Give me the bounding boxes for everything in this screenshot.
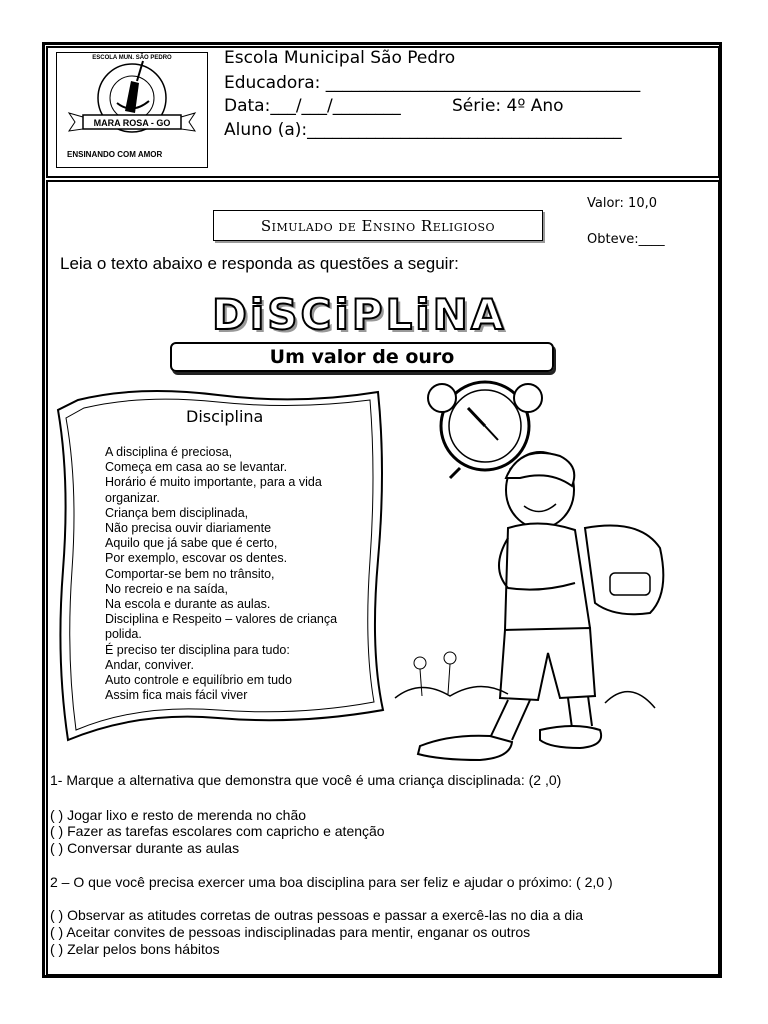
educator-field[interactable]: Educadora: _____________________________________ bbox=[224, 73, 641, 93]
poem-line: Na escola e durante as aulas. bbox=[105, 597, 271, 612]
logo-banner-text: MARA ROSA - GO bbox=[93, 118, 171, 128]
q2-option-1[interactable]: ( ) Observar as atitudes corretas de outras pessoas e passar a exercê-las no dia a dia bbox=[50, 907, 584, 923]
poem-line: Assim fica mais fácil viver bbox=[105, 688, 248, 703]
question-1-text: 1- Marque a alternativa que demonstra que você é uma criança disciplinada: (2 ,0) bbox=[50, 772, 562, 788]
poem-line: Não precisa ouvir diariamente bbox=[105, 521, 272, 536]
poem-line: Criança bem disciplinada, bbox=[105, 505, 249, 520]
date-field[interactable]: Data:___/___/________ bbox=[224, 96, 401, 116]
poem-line: Disciplina e Respeito – valores de criança bbox=[105, 612, 338, 627]
poem-line: Comportar-se bem no trânsito, bbox=[105, 566, 275, 581]
grade-label: Série: 4º Ano bbox=[452, 96, 564, 116]
poster-heading: DiSCiPLiNA bbox=[212, 290, 507, 339]
logo-ring-text: ESCOLA MUN. SÃO PEDRO bbox=[92, 55, 172, 61]
q2-option-2[interactable]: ( ) Aceitar convites de pessoas indisciplinadas para mentir, enganar os outros bbox=[50, 924, 531, 940]
school-name: Escola Municipal São Pedro bbox=[224, 48, 456, 68]
poem-line: No recreio e na saída, bbox=[105, 581, 228, 596]
student-field[interactable]: Aluno (a):_____________________________________ bbox=[224, 120, 622, 140]
q1-option-3[interactable]: ( ) Conversar durante as aulas bbox=[50, 840, 240, 856]
poster-subtitle: Um valor de ouro bbox=[170, 342, 554, 372]
poem-line: É preciso ter disciplina para tudo: bbox=[105, 642, 290, 657]
poem-body bbox=[105, 445, 337, 703]
q2-option-3[interactable]: ( ) Zelar pelos bons hábitos bbox=[50, 941, 220, 957]
exam-title: Simulado de Ensino Religioso bbox=[213, 210, 543, 241]
poem-line: Começa em casa ao se levantar. bbox=[105, 460, 288, 475]
poem-line: Por exemplo, escovar os dentes. bbox=[105, 551, 288, 566]
poem-line: Auto controle e equilíbrio em tudo bbox=[105, 673, 292, 688]
poem-line: organizar. bbox=[105, 490, 160, 505]
question-2-text: 2 – O que você precisa exercer uma boa disciplina para ser feliz e ajudar o próximo: ( 2,0 ) bbox=[50, 874, 613, 890]
poem-line: polida. bbox=[105, 627, 142, 642]
logo-motto: ENSINANDO COM AMOR bbox=[67, 150, 163, 159]
score-total: Valor: 10,0 bbox=[587, 196, 657, 211]
instruction-text: Leia o texto abaixo e responda as questões a seguir: bbox=[60, 254, 459, 273]
boy-clock-illustration-icon bbox=[390, 378, 670, 768]
poem-line: Andar, conviver. bbox=[105, 657, 194, 672]
q1-option-2[interactable]: ( ) Fazer as tarefas escolares com capricho e atenção bbox=[50, 823, 385, 839]
poem-line: Aquilo que já sabe que é certo, bbox=[105, 536, 278, 551]
q1-option-1[interactable]: ( ) Jogar lixo e resto de merenda no chão bbox=[50, 807, 307, 823]
school-logo bbox=[56, 52, 208, 168]
poem-title: Disciplina bbox=[186, 407, 264, 426]
poem-line: A disciplina é preciosa, bbox=[105, 445, 233, 459]
logo-emblem-icon bbox=[57, 53, 207, 153]
score-obtained[interactable]: Obteve:____ bbox=[587, 232, 665, 247]
poem-line: Horário é muito importante, para a vida bbox=[105, 475, 322, 490]
